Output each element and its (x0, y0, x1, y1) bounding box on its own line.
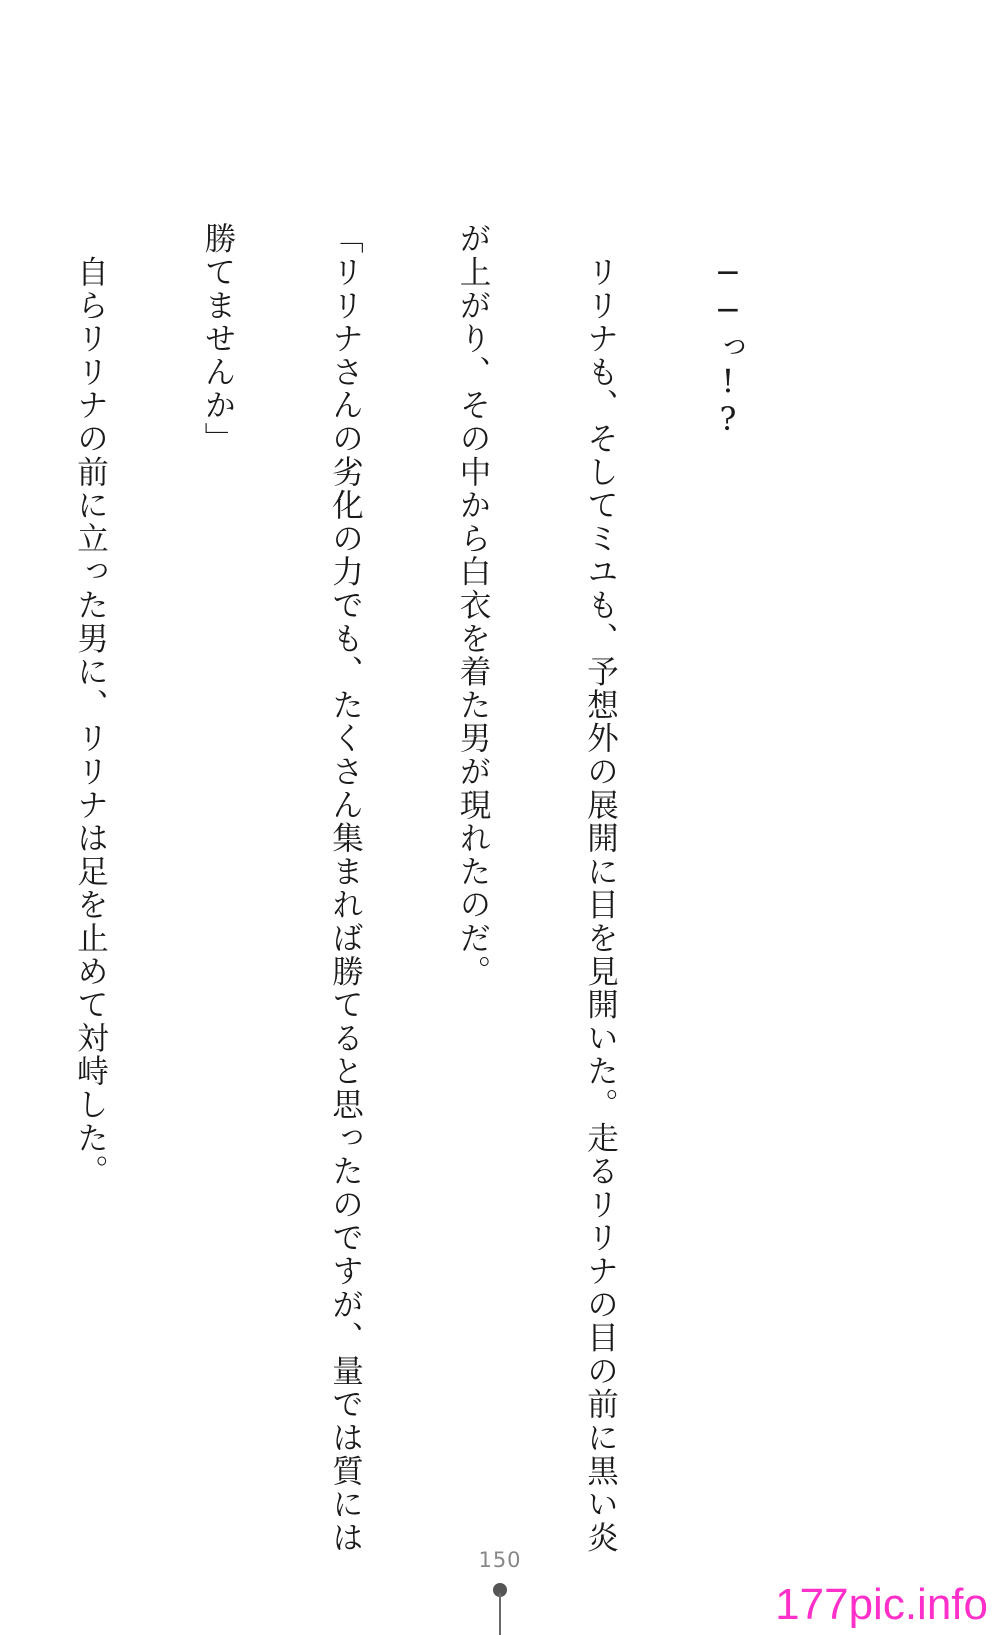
text-column: 自らリリナの前に立った男に、リリナは足を止めて対峙した。 (72, 222, 109, 1188)
text-column: リリナも、そしてミユも、予想外の展開に目を見開いた。走るリリナの目の前に黒い炎 (582, 222, 619, 1554)
text-column: 勝てませんか」 (200, 222, 236, 456)
page-marker-icon (490, 1583, 510, 1635)
watermark-text: 177pic.info (775, 1580, 988, 1629)
text-column: が上がり、その中から白衣を着た男が現れたのだ。 (455, 222, 491, 988)
page-number: 150 (478, 1548, 522, 1572)
marker-stem (499, 1593, 501, 1635)
text-column: ──っ!? (710, 222, 746, 440)
vertical-body-text (0, 222, 834, 1554)
text-column: 「リリナさんの劣化の力でも、たくさん集まれば勝てると思ったのですが、量では質には (327, 222, 364, 1554)
